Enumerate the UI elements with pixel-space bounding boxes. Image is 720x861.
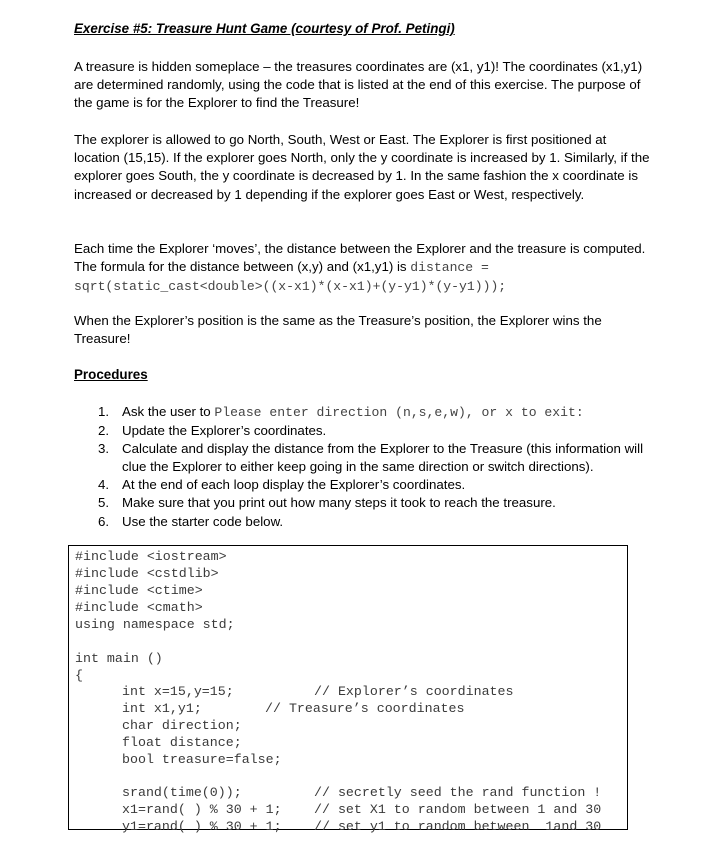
- code-line: #include <cmath>: [75, 600, 203, 615]
- step-item: 3. Calculate and display the distance from the Explorer to the Treasure (this information will clue the Explorer to either keep going in the same direction or switch directions).: [98, 441, 644, 475]
- step-item: 4. At the end of each loop display the Explorer’s coordinates.: [98, 477, 466, 493]
- movement-paragraph: The explorer is allowed to go North, South, West or East. The Explorer is first positioned at location (15,15). If the explorer goes North, only the y coordinate is increased by 1. Similarly, if the explorer goes South, the y coordinate is decreased by 1. In the same fashion the x coordinate is increased or decreased by 1 depending if the explorer goes East or West, respectively.: [74, 132, 650, 202]
- procedure-steps: [98, 403, 658, 531]
- starter-code-box: [68, 545, 628, 834]
- win-paragraph: When the Explorer’s position is the same as the Treasure’s position, the Explorer wins the Treasure!: [74, 313, 602, 347]
- code-line: int x=15,y=15;: [122, 684, 234, 699]
- code-comment: // set X1 to random between 1 and 30: [314, 802, 602, 817]
- code-comment: // Treasure’s coordinates: [265, 701, 465, 716]
- procedures-heading: Procedures: [74, 367, 148, 382]
- code-line: int main (): [75, 651, 163, 666]
- step-item: 2. Update the Explorer’s coordinates.: [98, 423, 327, 439]
- code-line: float distance;: [122, 735, 242, 750]
- step-item: 6. Use the starter code below.: [98, 513, 284, 529]
- distance-formula: distance = sqrt(static_cast<double>((x-x1)*(x-x1)+(y-y1)*(y-y1)));: [74, 260, 507, 295]
- code-line: char direction;: [122, 718, 242, 733]
- code-comment: // secretly seed the rand function !: [314, 785, 602, 800]
- code-line: y1=rand( ) % 30 + 1;: [122, 819, 282, 834]
- code-line: #include <iostream>: [75, 549, 227, 564]
- code-line: #include <cstdlib>: [75, 566, 219, 581]
- distance-text: Each time the Explorer ‘moves’, the distance between the Explorer and the treasure is computed. The formula for the distance between (x,y) and (x1,y1) is: [74, 241, 646, 275]
- intro-paragraph: A treasure is hidden someplace – the treasures coordinates are (x1, y1)! The coordinates (x1,y1) are determined randomly, using the code that is listed at the end of this exercise. The purpose of the game is for the Explorer to find the Treasure!: [74, 59, 643, 111]
- code-line: using namespace std;: [75, 617, 235, 632]
- code-line: bool treasure=false;: [122, 752, 282, 767]
- distance-paragraph: [74, 240, 654, 297]
- code-line: x1=rand( ) % 30 + 1;: [122, 802, 282, 817]
- step-item: 1. Ask the user to Please enter direction (n,s,e,w), or x to exit:: [98, 404, 584, 420]
- exercise-title: Exercise #5: Treasure Hunt Game (courtesy of Prof. Petingi): [74, 21, 455, 36]
- prompt-text: Please enter direction (n,s,e,w), or x to exit:: [214, 405, 584, 420]
- code-line: int x1,y1;: [122, 701, 202, 716]
- code-line: srand(time(0));: [122, 785, 242, 800]
- code-comment: // set y1 to random between 1and 30: [314, 819, 602, 834]
- code-line: {: [75, 668, 83, 683]
- code-comment: // Explorer’s coordinates: [314, 684, 514, 699]
- step-item: 5. Make sure that you print out how many steps it took to reach the treasure.: [98, 495, 556, 511]
- code-line: #include <ctime>: [75, 583, 203, 598]
